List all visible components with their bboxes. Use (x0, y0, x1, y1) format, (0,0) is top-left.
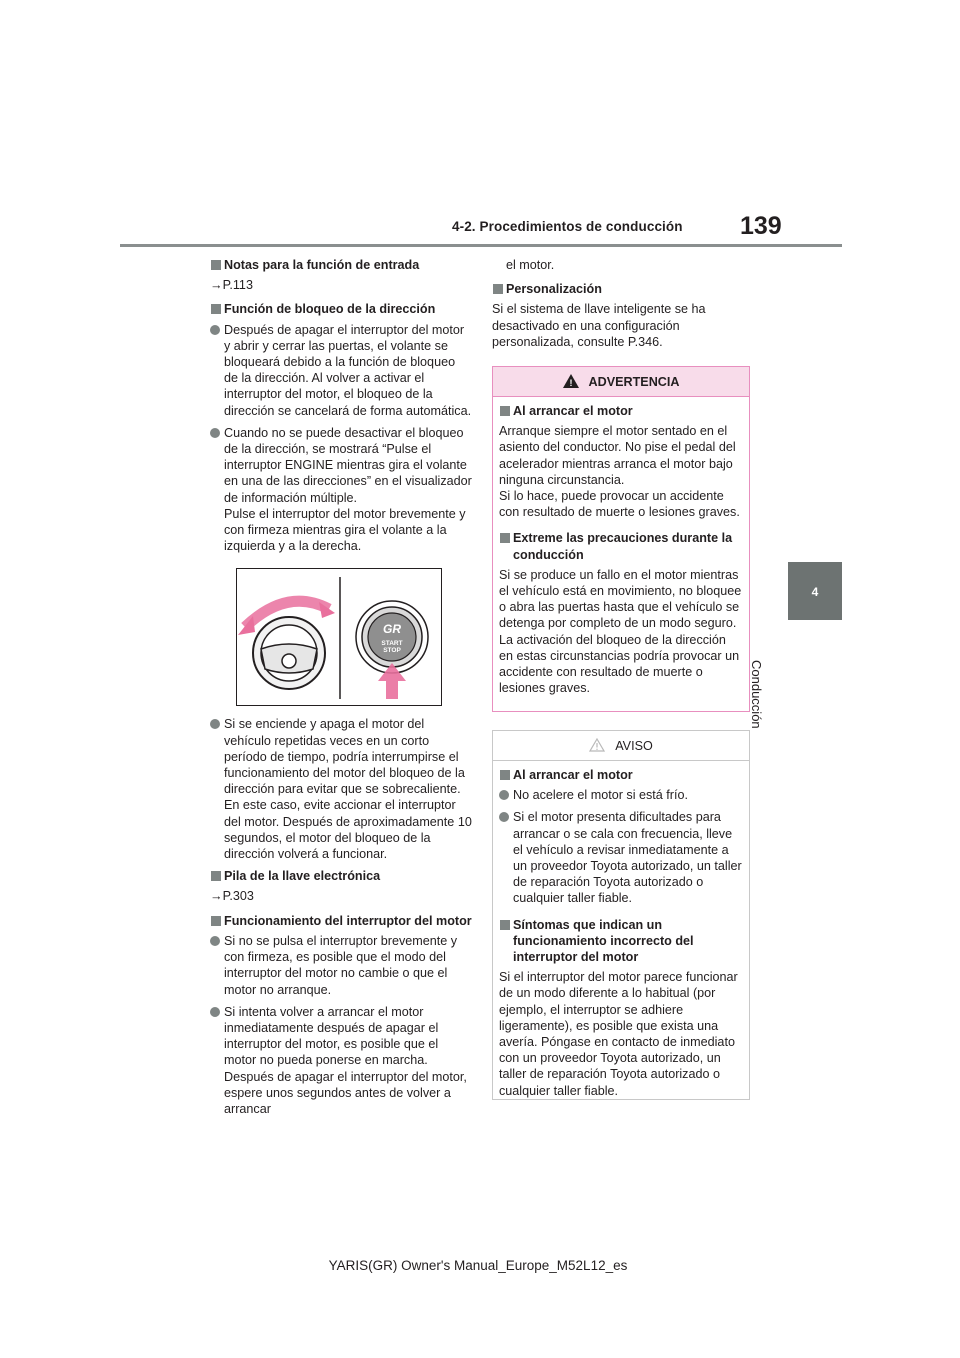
reference-link[interactable]: →P.113 (210, 278, 253, 293)
gr-logo: GR (383, 622, 401, 637)
heading-switch-operation: Funcionamiento del interruptor del motor (210, 913, 472, 929)
bullet-item: Si no se pulsa el interruptor brevemente y con firmeza, es posible que el modo del interruptor del motor no cambie o que el motor no arranque. (210, 933, 472, 998)
stop-label: STOP (383, 647, 401, 655)
left-column (210, 257, 472, 1123)
notice-header (493, 731, 749, 761)
warning-icon: ! (563, 374, 579, 388)
bullet-item (210, 425, 472, 555)
bullet-item (210, 716, 472, 862)
start-label: START (381, 640, 403, 648)
notice-title: AVISO (615, 739, 653, 753)
warning-title: ADVERTENCIA (588, 375, 680, 389)
bullet-item: Si intenta volver a arrancar el motor inmediatamente después de apagar el interruptor del motor, es posible que el motor no pueda ponerse en marcha. Después de apagar el interruptor del motor, espere unos segundos antes de volver a arrancar (210, 1004, 472, 1117)
header-rule (120, 244, 842, 247)
footer (0, 1258, 960, 1273)
notice-body (493, 761, 749, 1099)
bullet-item: Si el motor presenta dificultades para arrancar o se cala con frecuencia, lleve el vehículo a revisar inmediatamente a un proveedor Toyota autorizado, un taller de reparación Toyota autorizado o cualquier taller fiable. (499, 809, 743, 906)
heading-starting-engine: Al arrancar el motor (499, 767, 743, 783)
paragraph-text: Arranque siempre el motor sentado en el asiento del conductor. No pise el pedal del acelerador mientras arranca el motor bajo ninguna circunstancia. (499, 424, 736, 487)
section-title: 4-2. Procedimientos de conducción (452, 219, 683, 234)
caution-icon (589, 738, 605, 752)
continued-text: el motor. (506, 258, 555, 272)
reference-link[interactable]: →P.303 (210, 889, 254, 904)
heading-entry-notes: Notas para la función de entrada (210, 257, 472, 273)
heading-starting-engine: Al arrancar el motor (499, 403, 743, 419)
page-number: 139 (740, 212, 782, 240)
warning-box (492, 366, 750, 712)
heading-driving-caution: Extreme las precauciones durante la conducción (499, 530, 743, 562)
bullet-item: Después de apagar el interruptor del motor y abrir y cerrar las puertas, el volante se bloqueará debido a la función de bloqueo de la dirección. Al volver a activar el interruptor del motor, el bloqueo de la dirección se cancelará de forma automática. (210, 322, 472, 419)
paragraph: Si se produce un fallo en el motor mientras el vehículo está en movimiento, no bloquee o abra las puertas hasta que el vehículo se detenga por completo de un modo seguro. La activación del bloqueo de la dirección en estas circunstancias podría provocar un accidente con resultado de muerte o lesiones graves. (499, 567, 742, 696)
paragraph (499, 423, 743, 520)
notice-box (492, 730, 750, 1100)
paragraph-text-extra: Si lo hace, puede provocar un accidente con resultado de muerte o lesiones graves. (499, 489, 740, 520)
chapter-tab: 4 (788, 562, 842, 620)
bullet-text-extra: En este caso, evite accionar el interruptor del motor. Después de aproximadamente 10 segundos, el motor del bloqueo de la dirección volverá a funcionar. (224, 798, 472, 862)
heading-steering-lock: Función de bloqueo de la dirección (210, 301, 472, 317)
warning-body (493, 397, 749, 696)
steering-wheel-illustration (237, 569, 443, 707)
bullet-text-extra: Pulse el interruptor del motor brevemente y con firmeza mientras gira el volante a la izquierda y a la derecha. (224, 506, 466, 554)
paragraph: Si el sistema de llave inteligente se ha desactivado en una configuración personalizada, consulte P.346. (492, 302, 706, 349)
steering-lock-illustration (236, 568, 442, 706)
heading-key-battery: Pila de la llave electrónica (210, 868, 472, 884)
footer-text: YARIS(GR) Owner's Manual_Europe_M52L12_es (328, 1258, 628, 1273)
bullet-text: Cuando no se puede desactivar el bloqueo de la dirección, se mostrará “Pulse el interruptor ENGINE mientras gira el volante en una de las direcciones” en el visualizador de información múltiple. (224, 425, 472, 505)
warning-header (493, 367, 749, 397)
chapter-label-text: Conducción (749, 660, 764, 729)
heading-malfunction-symptoms: Síntomas que indican un funcionamiento incorrecto del interruptor del motor (499, 917, 743, 966)
bullet-item: No acelere el motor si está frío. (499, 787, 743, 803)
heading-customization: Personalización (492, 281, 754, 297)
paragraph: Si el interruptor del motor parece funcionar de un modo diferente a lo habitual (por ejemplo, el interruptor se adhiere ligeramente), es posible que exista una avería. Póngase en contacto de inmediato con un proveedor Toyota autorizado, un taller de reparación Toyota autorizado o cualquier taller fiable. (499, 970, 738, 1098)
right-column (492, 257, 754, 358)
bullet-text: Si se enciende y apaga el motor del vehículo repetidas veces en un corto período de tiempo, podría interrumpirse el funcionamiento del motor del bloqueo de la dirección para evitar que se sobrecaliente. (224, 717, 465, 797)
